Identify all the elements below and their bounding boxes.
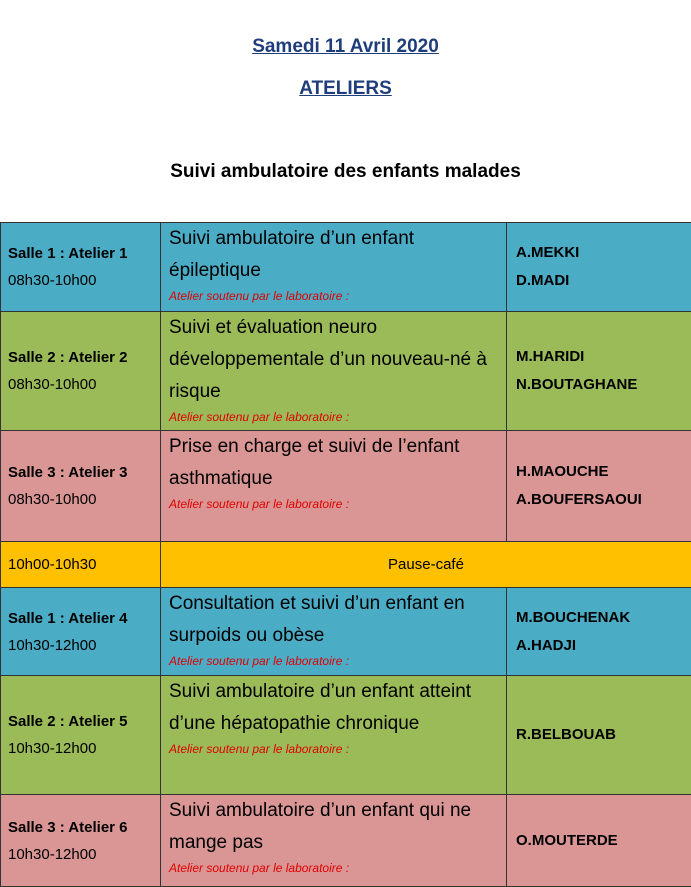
topic-cell: [161, 223, 507, 312]
table-row: [1, 676, 691, 795]
room-label: Salle 1 : Atelier 1: [8, 240, 160, 267]
room-label: Salle 2 : Atelier 5: [8, 708, 160, 735]
speakers-cell: [507, 223, 691, 312]
speaker-name: M.HARIDI: [516, 343, 691, 371]
slot-cell: [1, 676, 161, 795]
sponsor-note: Atelier soutenu par le laboratoire :: [169, 408, 500, 426]
speakers-cell: [507, 588, 691, 676]
slot-cell: [1, 312, 161, 431]
sponsor-note: Atelier soutenu par le laboratoire :: [169, 740, 500, 758]
schedule-table: [0, 222, 691, 887]
sponsor-note: Atelier soutenu par le laboratoire :: [169, 652, 500, 670]
speaker-name: O.MOUTERDE: [516, 827, 691, 855]
table-row: [1, 223, 691, 312]
table-row: [1, 588, 691, 676]
table-row: [1, 795, 691, 887]
speakers-cell: [507, 676, 691, 795]
speaker-name: A.BOUFERSAOUI: [516, 486, 691, 514]
topic-cell: [161, 431, 507, 542]
speakers-cell: [507, 431, 691, 542]
slot-cell: [1, 795, 161, 887]
slot-cell: [1, 223, 161, 312]
speakers-cell: [507, 795, 691, 887]
time-label: 10h30-12h00: [8, 735, 160, 762]
page-subtitle: ATELIERS: [0, 78, 691, 100]
speakers-cell: [507, 312, 691, 431]
sponsor-note: Atelier soutenu par le laboratoire :: [169, 495, 500, 513]
table-row: [1, 431, 691, 542]
speaker-name: D.MADI: [516, 267, 691, 295]
speaker-name: M.BOUCHENAK: [516, 604, 691, 632]
topic-cell: [161, 588, 507, 676]
time-label: 08h30-10h00: [8, 486, 160, 513]
workshop-topic: Suivi ambulatoire d’un enfant qui ne mange pas: [169, 795, 500, 859]
speaker-name: R.BELBOUAB: [516, 721, 691, 749]
page-date: Samedi 11 Avril 2020: [0, 36, 691, 58]
speaker-name: A.HADJI: [516, 632, 691, 660]
speaker-name: A.MEKKI: [516, 239, 691, 267]
topic-cell: [161, 312, 507, 431]
topic-cell: [161, 676, 507, 795]
workshop-topic: Consultation et suivi d’un enfant en surpoids ou obèse: [169, 588, 500, 652]
pause-label: Pause-café: [161, 542, 691, 588]
sponsor-note: Atelier soutenu par le laboratoire :: [169, 287, 500, 305]
pause-row: [1, 542, 691, 588]
time-label: 08h30-10h00: [8, 371, 160, 398]
topic-cell: [161, 795, 507, 887]
table-row: [1, 312, 691, 431]
workshop-topic: Suivi ambulatoire d’un enfant épileptique: [169, 223, 500, 287]
slot-cell: [1, 431, 161, 542]
room-label: Salle 3 : Atelier 6: [8, 814, 160, 841]
time-label: 10h30-12h00: [8, 841, 160, 868]
speaker-name: H.MAOUCHE: [516, 458, 691, 486]
workshop-topic: Prise en charge et suivi de l’enfant asthmatique: [169, 431, 500, 495]
speaker-name: N.BOUTAGHANE: [516, 371, 691, 399]
pause-time-cell: [1, 542, 161, 588]
room-label: Salle 3 : Atelier 3: [8, 459, 160, 486]
room-label: Salle 1 : Atelier 4: [8, 605, 160, 632]
sponsor-note: Atelier soutenu par le laboratoire :: [169, 859, 500, 877]
time-label: 08h30-10h00: [8, 267, 160, 294]
time-label: 10h30-12h00: [8, 632, 160, 659]
workshop-topic: Suivi ambulatoire d’un enfant atteint d’une hépatopathie chronique: [169, 676, 500, 740]
section-title: Suivi ambulatoire des enfants malades: [0, 161, 691, 183]
room-label: Salle 2 : Atelier 2: [8, 344, 160, 371]
slot-cell: [1, 588, 161, 676]
pause-time: 10h00-10h30: [8, 556, 96, 573]
workshop-topic: Suivi et évaluation neuro développementale d’un nouveau-né à risque: [169, 312, 500, 408]
